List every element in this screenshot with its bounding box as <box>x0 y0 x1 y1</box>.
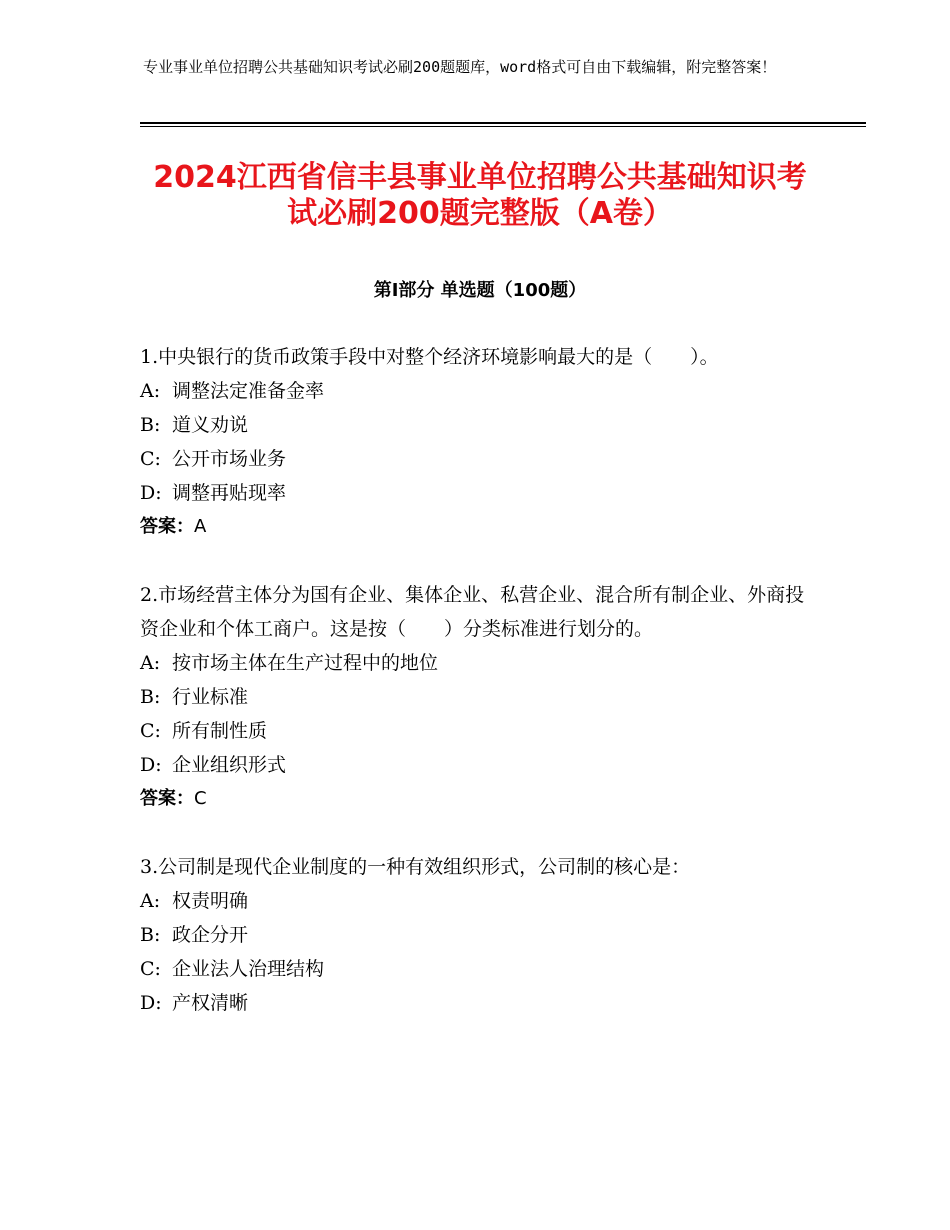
option-key: D: <box>140 754 162 776</box>
answer-line <box>140 782 820 816</box>
document-title: 2024江西省信丰县事业单位招聘公共基础知识考试必刷200题完整版（A卷） <box>153 160 807 231</box>
option-key: A: <box>140 652 161 674</box>
option-text: 产权清晰 <box>172 992 249 1014</box>
answer-value: A <box>194 516 207 537</box>
option-key: B: <box>140 414 161 436</box>
option-d <box>140 476 820 510</box>
header-note: 专业事业单位招聘公共基础知识考试必刷200题题库，word格式可自由下载编辑，附完整答案！ <box>143 58 777 76</box>
option-text: 按市场主体在生产过程中的地位 <box>172 652 439 674</box>
option-key: D: <box>140 992 162 1014</box>
option-c <box>140 714 820 748</box>
header-rule-thin <box>140 126 866 127</box>
option-key: C: <box>140 720 161 742</box>
option-d <box>140 748 820 782</box>
answer-line <box>140 510 820 544</box>
section-heading: 第Ⅰ部分 单选题（100题） <box>373 280 587 301</box>
question-1 <box>140 340 820 544</box>
question-text: 2.市场经营主体分为国有企业、集体企业、私营企业、混合所有制企业、外商投资企业和个体工商户。这是按（ ）分类标准进行划分的。 <box>140 584 805 640</box>
answer-label: 答案： <box>140 516 194 537</box>
question-list <box>140 340 820 1054</box>
option-text: 公开市场业务 <box>172 448 287 470</box>
question-3 <box>140 850 820 1020</box>
option-c <box>140 952 820 986</box>
option-b <box>140 680 820 714</box>
option-a <box>140 646 820 680</box>
option-b <box>140 408 820 442</box>
option-key: A: <box>140 380 161 402</box>
option-text: 所有制性质 <box>172 720 268 742</box>
option-a <box>140 374 820 408</box>
option-key: C: <box>140 448 161 470</box>
option-text: 道义劝说 <box>172 414 249 436</box>
option-c <box>140 442 820 476</box>
option-b <box>140 918 820 952</box>
option-a <box>140 884 820 918</box>
option-key: B: <box>140 924 161 946</box>
question-2 <box>140 578 820 816</box>
option-key: D: <box>140 482 162 504</box>
option-d <box>140 986 820 1020</box>
option-text: 调整法定准备金率 <box>172 380 325 402</box>
option-key: B: <box>140 686 161 708</box>
option-key: A: <box>140 890 161 912</box>
option-text: 政企分开 <box>172 924 249 946</box>
answer-value: C <box>194 788 207 809</box>
option-text: 企业组织形式 <box>172 754 287 776</box>
header-rule-thick <box>140 122 866 124</box>
option-text: 调整再贴现率 <box>172 482 287 504</box>
option-text: 企业法人治理结构 <box>172 958 325 980</box>
answer-label: 答案： <box>140 788 194 809</box>
option-text: 权责明确 <box>172 890 249 912</box>
option-text: 行业标准 <box>172 686 249 708</box>
option-key: C: <box>140 958 161 980</box>
question-text: 1.中央银行的货币政策手段中对整个经济环境影响最大的是（ ）。 <box>140 346 719 368</box>
question-text: 3.公司制是现代企业制度的一种有效组织形式，公司制的核心是： <box>140 856 691 878</box>
